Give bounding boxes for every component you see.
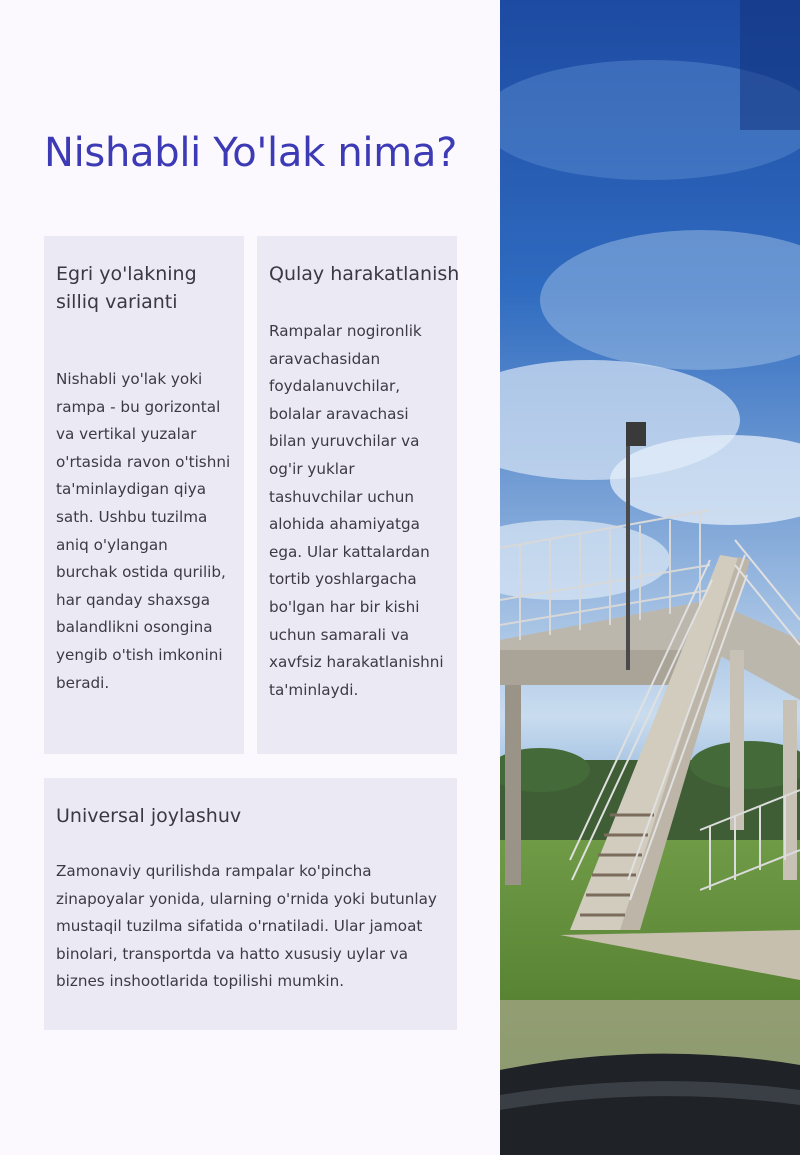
info-card-easy-movement — [257, 236, 460, 754]
card-body: Nishabli yo'lak yoki rampa - bu gorizontal va vertikal yuzalar o'rtasida ravon o'tishni ta'minlaydigan qiya sath. Ushbu tuzilma aniq o'ylangan burchak ostida qurilib, har qanday shaxsga balandlikni osongina yengib o'tish imkonini beradi. — [56, 370, 231, 692]
card-heading: Qulay harakatlanish — [269, 263, 460, 285]
pedestrian-bridge-photo — [500, 0, 800, 1155]
card-heading: Universal joylashuv — [56, 805, 242, 827]
card-body: Zamonaviy qurilishda rampalar ko'pincha zinapoyalar yonida, ularning o'rnida yoki butunlay mustaqil tuzilma sifatida o'rnatiladi. Ular jamoat binolari, transportda va hatto xususiy uylar va biznes inshootlarida topilishi mumkin. — [56, 862, 437, 991]
page-title: Nishabli Yo'lak nima? — [44, 130, 458, 176]
card-body: Rampalar nogironlik aravachasidan foydalanuvchilar, bolalar aravachasi bilan yuruvchilar va og'ir yuklar tashuvchilar uchun alohida ahamiyatga ega. Ular kattalardan tortib yoshlargacha bo'lgan har bir kishi uchun samarali va xavfsiz harakatlanishni ta'minlaydi. — [269, 322, 444, 699]
info-card-universal-placement — [44, 778, 457, 1030]
card-heading: Egri yo'lakning silliq varianti — [56, 263, 197, 313]
info-card-smooth-variant — [44, 236, 244, 754]
